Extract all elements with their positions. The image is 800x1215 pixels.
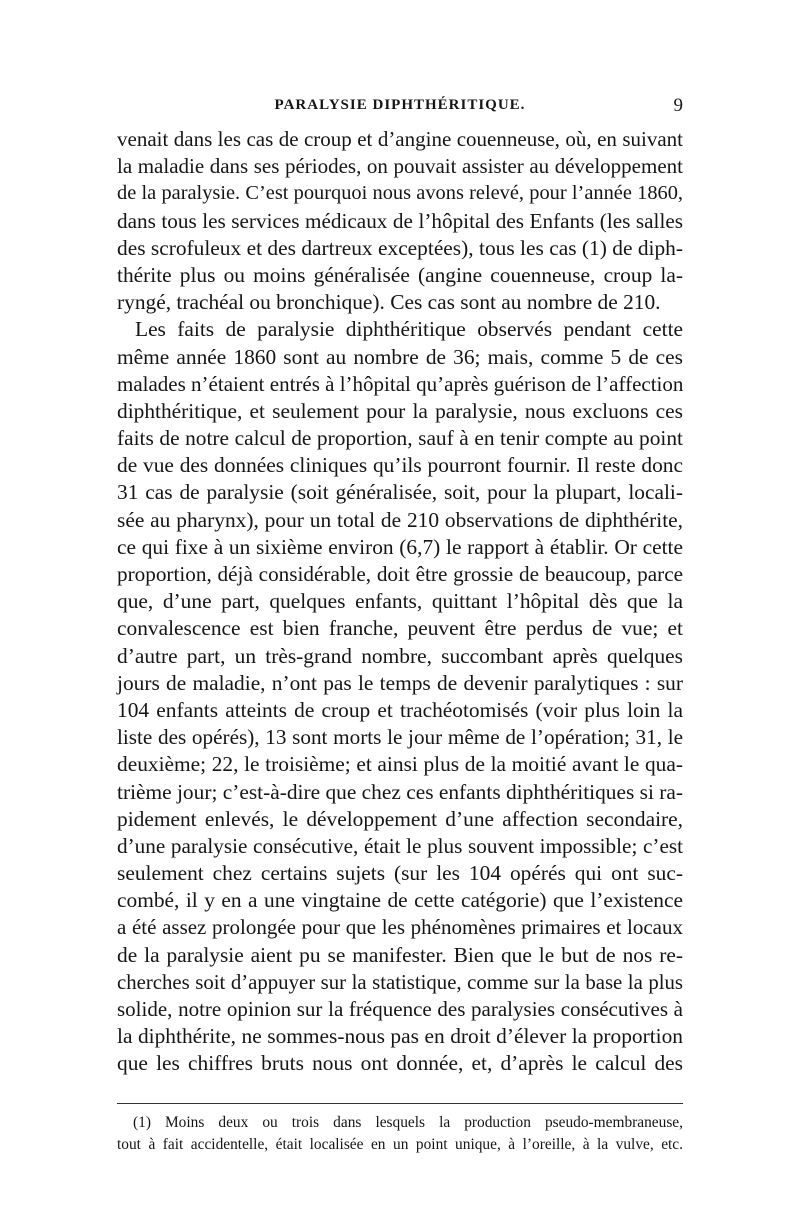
text-line: d’une paralysie consécutive, était le plus souvent impossible; c’est bbox=[117, 833, 683, 858]
text-line: ce qui fixe à un sixième environ (6,7) le rapport à établir. Or cette bbox=[117, 534, 683, 559]
text-line: que, d’une part, quelques enfants, quittant l’hôpital dès que la bbox=[117, 589, 683, 614]
text-line: de la paralysie aient pu se manifester. Bien que le but de nos re- bbox=[117, 942, 683, 967]
page-header bbox=[117, 97, 683, 121]
running-title: PARALYSIE DIPHTHÉRITIQUE. bbox=[274, 97, 526, 113]
text-line: même année 1860 sont au nombre de 36; mais, comme 5 de ces bbox=[117, 344, 683, 369]
text-line: a été assez prolongée pour que les phénomènes primaires et locaux bbox=[117, 915, 683, 940]
text-line: d’autre part, un très-grand nombre, succombant après quelques bbox=[117, 643, 683, 668]
text-line: 31 cas de paralysie (soit généralisée, soit, pour la plupart, locali- bbox=[117, 480, 683, 505]
text-line: proportion, déjà considérable, doit être grossie de beaucoup, parce bbox=[117, 562, 683, 586]
text-line: sée au pharynx), pour un total de 210 observations de diphthérite, bbox=[117, 507, 683, 532]
text-line: des scrofuleux et des dartreux exceptées), tous les cas (1) de diph- bbox=[117, 235, 683, 260]
text-line: solide, notre opinion sur la fréquence des paralysies consécutives à bbox=[117, 997, 683, 1021]
text-line: diphthéritique, et seulement pour la paralysie, nous excluons ces bbox=[117, 398, 683, 423]
text-line: thérite plus ou moins généralisée (angine couenneuse, croup la- bbox=[117, 262, 683, 287]
text-line: pidement enlevés, le développement d’une affection secondaire, bbox=[117, 806, 683, 831]
text-line: combé, il y en a une vingtaine de cette catégorie) que l’existence bbox=[117, 888, 683, 913]
text-line: deuxième; 22, le troisième; et ainsi plus de la moitié avant le qua- bbox=[117, 752, 683, 777]
text-line: cherches soit d’appuyer sur la statistique, comme sur la base la plus bbox=[117, 970, 683, 994]
text-line: trième jour; c’est-à-dire que chez ces enfants diphthéritiques si ra- bbox=[117, 779, 684, 804]
text-line: malades n’étaient entrés à l’hôpital qu’après guérison de l’affection bbox=[117, 371, 684, 396]
body-text bbox=[117, 126, 683, 1078]
text-line: jours de maladie, n’ont pas le temps de devenir paralytiques : sur bbox=[117, 670, 683, 695]
footnote-line: (1) Moins deux ou trois dans lesquels la production pseudo-membraneuse, bbox=[133, 1114, 683, 1131]
text-line: seulement chez certains sujets (sur les 104 opérés qui ont suc- bbox=[117, 861, 683, 886]
footnote-divider bbox=[117, 1103, 683, 1104]
text-line: que les chiffres bruts nous ont donnée, et, d’après le calcul des bbox=[117, 1051, 683, 1076]
page-number: 9 bbox=[673, 95, 683, 116]
text-line: de la paralysie. C’est pourquoi nous avons relevé, pour l’année 1860, bbox=[117, 182, 683, 205]
text-line: liste des opérés), 13 sont morts le jour même de l’opération; 31, le bbox=[117, 725, 683, 750]
text-line: la diphthérite, ne sommes-nous pas en droit d’élever la proportion bbox=[117, 1024, 683, 1049]
text-line: ryngé, trachéal ou bronchique). Ces cas sont au nombre de 210. bbox=[117, 290, 661, 315]
text-line: faits de notre calcul de proportion, sauf à en tenir compte au point bbox=[117, 426, 683, 451]
text-line: 104 enfants atteints de croup et trachéotomisés (voir plus loin la bbox=[117, 697, 683, 722]
text-line: la maladie dans ses périodes, on pouvait assister au développement bbox=[117, 154, 683, 179]
footnotes bbox=[117, 1112, 683, 1156]
text-line: Les faits de paralysie diphthéritique observés pendant cette bbox=[135, 317, 683, 342]
footnote-line: tout à fait accidentelle, était localisée en un point unique, à l’oreille, à la vulve, etc. bbox=[117, 1136, 683, 1153]
text-line: venait dans les cas de croup et d’angine couenneuse, où, en suivant bbox=[117, 127, 683, 151]
text-line: dans tous les services médicaux de l’hôpital des Enfants (les salles bbox=[117, 208, 683, 233]
text-line: de vue des données cliniques qu’ils pourront fournir. Il reste donc bbox=[117, 453, 683, 478]
text-line: convalescence est bien franche, peuvent être perdus de vue; et bbox=[117, 616, 683, 641]
